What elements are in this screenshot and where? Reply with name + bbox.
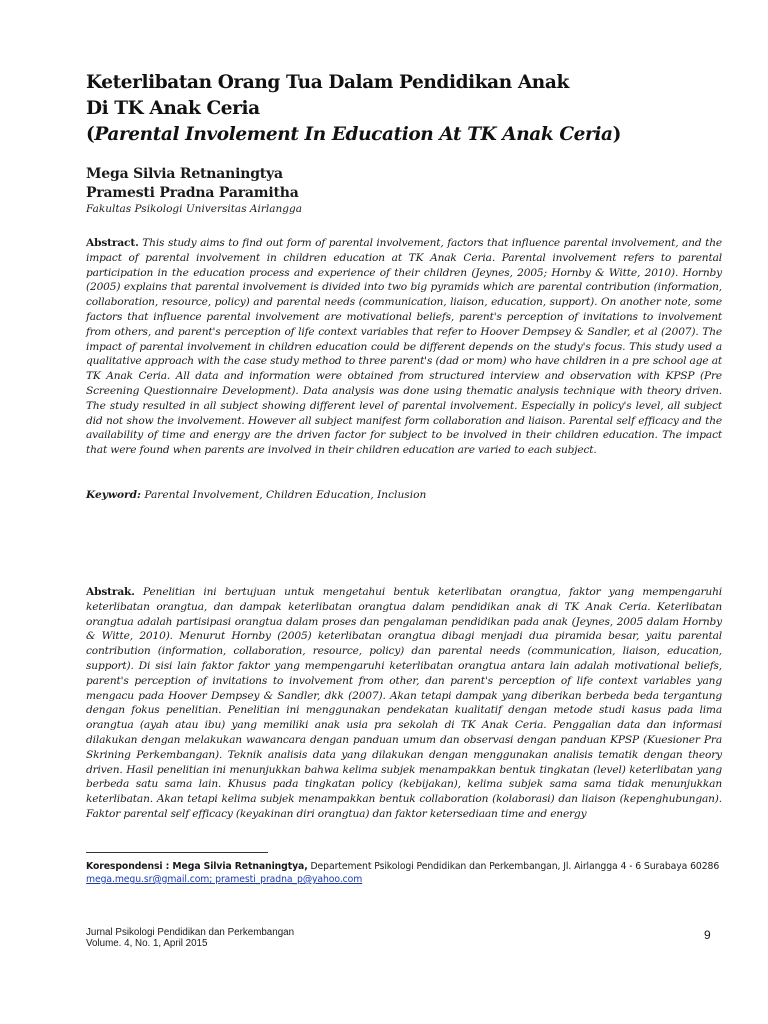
journal-volume: Volume. 4, No. 1, April 2015 [86,938,208,949]
abstract-indonesian [86,585,722,822]
correspondence-emails[interactable]: mega.megu.sr@gmail.com; pramesti_pradna_p@yahoo.com [86,874,363,885]
correspondence-line [86,860,726,873]
title-line-1: Keterlibatan Orang Tua Dalam Pendidikan Anak [86,72,569,93]
title-paren-close: ) [612,124,621,145]
abstract-english [86,236,722,458]
correspondence-note [86,860,726,886]
author-name: Mega Silvia Retnaningtya [86,166,283,182]
abstract-indonesian-text: Penelitian ini bertujuan untuk mengetahui bentuk keterlibatan orangtua, faktor yang mempengaruhi keterlibatan orangtua, dan dampak keterlibatan orangtua dalam pendidikan anak di TK Anak Ceria. Keterlibatan orangtua adalah partisipasi orangtua dalam proses dan pengalaman pendidikan pada anak (Jeynes, 2005 dalam Hornby & Witte, 2010). Menurut Hornby (2005) keterlibatan orangtua dibagi menjadi dua piramida besar, yaitu parental contribution (information, collaboration, resource, policy) dan parental needs (communication, liaison, education, support). Di sisi lain faktor faktor yang mempengaruhi keterlibatan orangtua antara lain adalah motivational beliefs, parent's perception of invitations to involvement from other, dan parent's perception of life context variables yang mengacu pada Hoover Dempsey & Sandler, dkk (2007). Akan tetapi dampak yang diberikan berbeda beda tergantung dengan fokus penelitian. Penelitian ini menggunakan pendekatan kualitatif dengan metode studi kasus pada lima orangtua (ayah atau ibu) yang memiliki anak usia pra sekolah di TK Anak Ceria. Penggalian data dan informasi dilakukan dengan melakukan wawancara dengan panduan umum dan observasi dengan panduan KPSP (Kuesioner Pra Skrining Perkembangan). Teknik analisis data yang dilakukan dengan menggunakan analisis tematik dengan theory driven. Hasil penelitian ini menunjukkan bahwa kelima subjek menampakkan bentuk tingkatan (level) keterlibatan yang berbeda satu sama lain. Khusus pada tingkatan policy (kebijakan), kelima subjek sama sama tidak menunjukkan keterlibatan. Akan tetapi kelima subjek menampakkan bentuk collaboration (kolaborasi) dan liaison (kepenghubungan). Faktor parental self efficacy (keyakinan diri orangtua) dan faktor ketersediaan time and energy [86,586,722,820]
abstract-indonesian-label: Abstrak. [86,586,135,598]
affiliation: Fakultas Psikologi Universitas Airlangga [86,203,302,215]
journal-name: Jurnal Psikologi Pendidikan dan Perkembangan [86,927,295,938]
paper-title [86,70,706,148]
title-english: Parental Involement In Education At TK Anak Ceria [94,124,613,145]
author-name: Pramesti Pradna Paramitha [86,185,299,201]
footnote-divider [86,852,268,853]
correspondence-address: Departement Psikologi Pendidikan dan Perkembangan, Jl. Airlangga 4 - 6 Surabaya 60286 [307,861,720,872]
title-line-2: Di TK Anak Ceria [86,98,260,119]
keywords-label: Keyword: [86,489,141,501]
title-paren-open: ( [86,124,95,145]
journal-footer [86,927,294,949]
keywords [86,488,722,503]
abstract-english-label: Abstract. [86,237,139,249]
abstract-english-text: This study aims to find out form of parental involvement, factors that influence parental involvement, and the impact of parental involvement in children education at TK Anak Ceria. Parental involvement refers to parental participation in the education process and experience of their children (Jeynes, 2005; Hornby & Witte, 2010). Hornby (2005) explains that parental involvement is divided into two big pyramids which are parental contribution (information, collaboration, resource, policy) and parental needs (communication, liaison, education, support). On another note, some factors that influence parental involvement are motivational beliefs, parent's perception of invitations to involvement from others, and parent's perception of life context variables that refer to Hoover Dempsey & Sandler, et al (2007). The impact of parental involvement in children education could be different depends on the study's focus. This study used a qualitative approach with the case study method to three parent's (dad or mom) who have children in a pre school age at TK Anak Ceria. All data and information were obtained from structured interview and observation with KPSP (Pre Screening Questionnaire Development). Data analysis was done using thematic analysis technique with theory driven. The study resulted in all subject showing different level of parental involvement. Especially in policy's level, all subject did not show the involvement. However all subject manifest form collaboration and liaison. Parental self efficacy and the availability of time and energy are the driven factor for subject to be involved in their children education. The impact that were found when parents are involved in their children education are varied to each subject. [86,237,722,457]
keywords-text: Parental Involvement, Children Education, Inclusion [144,489,427,501]
author-list [86,165,686,203]
page-number: 9 [704,928,711,942]
title-line-3 [86,122,706,148]
correspondence-label: Korespondensi : Mega Silvia Retnaningtya, [86,861,308,872]
